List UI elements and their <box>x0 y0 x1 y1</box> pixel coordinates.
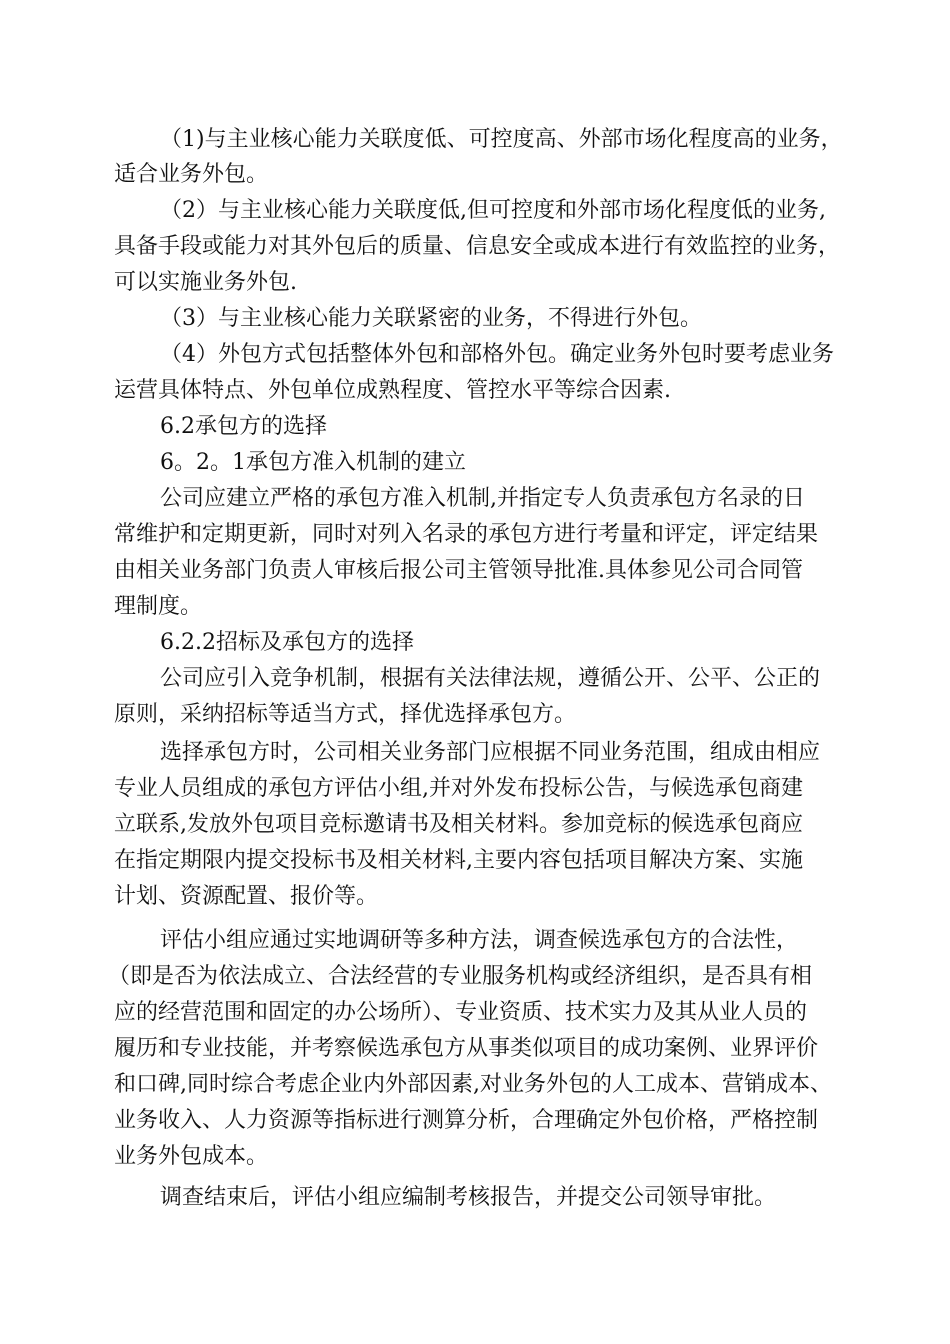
text-line: 公司应建立严格的承包方准入机制,并指定专人负责承包方名录的日 <box>160 486 805 511</box>
text-line: （1)与主业核心能力关联度低、可控度高、外部市场化程度高的业务， <box>160 127 843 152</box>
text-line: 和口碑,同时综合考虑企业内外部因素,对业务外包的人工成本、营销成本、 <box>114 1072 832 1097</box>
section-heading: 6.2承包方的选择 <box>160 414 327 439</box>
text-line: 由相关业务部门负责人审核后报公司主管领导批准.具体参见公司合同管 <box>114 558 803 583</box>
text-line: 计划、资源配置、报价等。 <box>114 884 379 909</box>
text-line: 原则，采纳招标等适当方式，择优选择承包方。 <box>114 702 577 727</box>
text-line: 具备手段或能力对其外包后的质量、信息安全或成本进行有效监控的业务， <box>114 234 841 259</box>
text-line: 履历和专业技能，并考察候选承包方从事类似项目的成功案例、业界评价 <box>114 1036 819 1061</box>
text-line: 公司应引入竞争机制，根据有关法律法规，遵循公开、公平、公正的 <box>160 666 821 691</box>
text-line: 应的经营范围和固定的办公场所）、专业资质、技术实力及其从业人员的 <box>114 1000 808 1025</box>
text-line: 常维护和定期更新，同时对列入名录的承包方进行考量和评定，评定结果 <box>114 522 819 547</box>
subsection-heading: 6。2。1承包方准入机制的建立 <box>160 450 466 475</box>
text-line: 理制度。 <box>114 594 203 619</box>
text-line: 业务收入、人力资源等指标进行测算分析，合理确定外包价格，严格控制 <box>114 1108 819 1133</box>
text-line: 评估小组应通过实地调研等多种方法，调查候选承包方的合法性， <box>160 928 799 953</box>
text-line: （即是否为依法成立、合法经营的专业服务机构或经济组织，是否具有相 <box>108 964 813 989</box>
text-line: 适合业务外包。 <box>114 162 269 187</box>
subsection-heading: 6.2.2招标及承包方的选择 <box>160 630 414 655</box>
text-line: 立联系,发放外包项目竞标邀请书及相关材料。参加竞标的候选承包商应 <box>114 812 803 837</box>
text-line: （3）与主业核心能力关联紧密的业务，不得进行外包。 <box>160 306 702 331</box>
text-line: 在指定期限内提交投标书及相关材料,主要内容包括项目解决方案、实施 <box>114 848 803 873</box>
text-line: （2）与主业核心能力关联度低,但可控度和外部市场化程度低的业务, <box>160 198 826 223</box>
text-line: （4）外包方式包括整体外包和部格外包。确定业务外包时要考虑业务 <box>160 342 834 367</box>
text-line: 专业人员组成的承包方评估小组,并对外发布投标公告，与候选承包商建 <box>114 776 803 801</box>
text-line: 调查结束后，评估小组应编制考核报告，并提交公司领导审批。 <box>160 1185 777 1210</box>
text-line: 业务外包成本。 <box>114 1144 269 1169</box>
text-line: 可以实施业务外包. <box>114 270 297 295</box>
text-line: 运营具体特点、外包单位成熟程度、管控水平等综合因素. <box>114 378 671 403</box>
text-line: 选择承包方时，公司相关业务部门应根据不同业务范围，组成由相应 <box>160 740 821 765</box>
